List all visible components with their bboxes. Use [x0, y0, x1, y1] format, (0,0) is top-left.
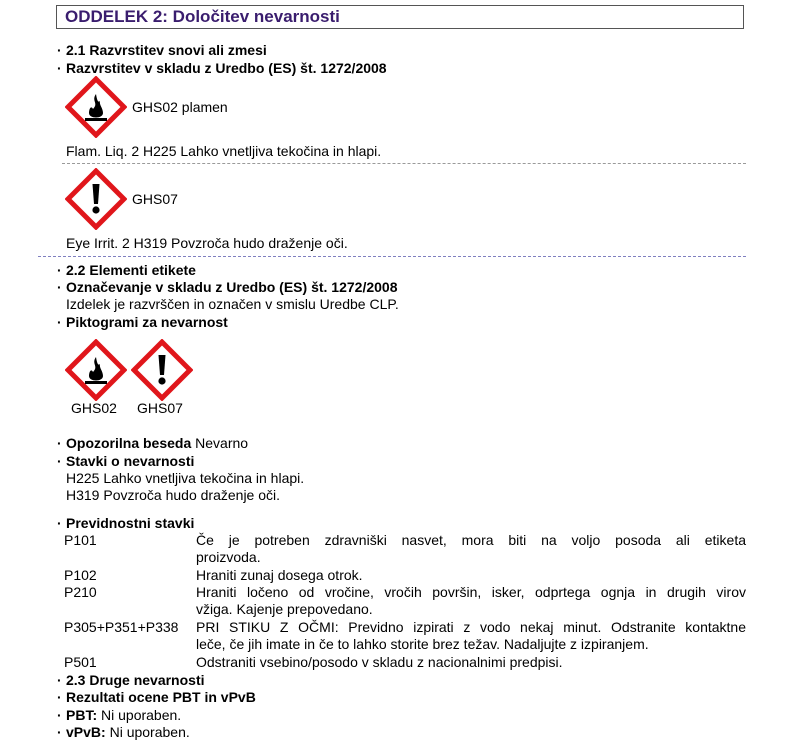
ghs02-flame-icon [65, 76, 127, 138]
s23-heading: · 2.3 Druge nevarnosti [66, 672, 205, 689]
section-title: ODDELEK 2: Določitev nevarnosti [65, 7, 340, 26]
precautionary-code: P501 [64, 654, 97, 670]
precautionary-text: PRI STIKU Z OČMI: Previdno izpirati z vodo nekaj minut. Odstranite kontaktne [196, 619, 746, 635]
vpvb-label: vPvB: [66, 724, 106, 740]
s22-pictograms-heading: · Piktogrami za nevarnost [66, 314, 228, 331]
precautionary-code: P101 [64, 532, 97, 548]
pictogram-label-ghs02: GHS02 [71, 400, 117, 416]
ghs07-exclamation-icon [65, 168, 127, 230]
signal-word-row [66, 435, 248, 452]
haz2-text: Eye Irrit. 2 H319 Povzroča hudo draženje oči. [66, 235, 348, 251]
precautionary-code: P305+P351+P338 [64, 619, 179, 635]
s21-heading: · 2.1 Razvrstitev snovi ali zmesi [66, 42, 267, 59]
precautionary-text: Odstraniti vsebino/posodo v skladu z nacionalnimi predpisi. [196, 654, 563, 670]
signal-word-label: Opozorilna beseda [66, 435, 192, 451]
pbt-heading: · Rezultati ocene PBT in vPvB [66, 689, 256, 706]
precautionary-text: vžiga. Kajenje prepovedano. [196, 601, 373, 617]
s22-labelling-heading: · Označevanje v skladu z Uredbo (ES) št. 1272/2008 [66, 279, 397, 296]
section-header [56, 5, 744, 29]
precautionary-text: Če je potreben zdravniški nasvet, mora biti na voljo posoda ali etiketa [196, 532, 746, 548]
precautionary-text: Hraniti ločeno od vročine, vročih površin, isker, odprtega ognja in drugih virov [196, 584, 746, 600]
pbt-row [66, 707, 181, 724]
hazard-statement: H225 Lahko vnetljiva tekočina in hlapi. [66, 470, 305, 486]
haz1-text: Flam. Liq. 2 H225 Lahko vnetljiva tekočina in hlapi. [66, 143, 382, 159]
pictogram-label-ghs07: GHS07 [137, 400, 183, 416]
precautionary-heading: · Previdnostni stavki [66, 515, 194, 532]
section-divider [38, 256, 746, 257]
pbt-value: Ni uporaben. [101, 707, 182, 723]
precautionary-text: Hraniti zunaj dosega otrok. [196, 567, 363, 583]
hazard-statement: H319 Povzroča hudo draženje oči. [66, 487, 281, 503]
precautionary-text: leče, če jih imate in če to lahko storite brez težav. Nadaljujte z izpiranjem. [196, 636, 649, 652]
pbt-label: PBT: [66, 707, 98, 723]
vpvb-value: Ni uporaben. [109, 724, 190, 740]
signal-word-value: Nevarno [195, 435, 249, 451]
precautionary-code: P102 [64, 567, 97, 583]
precautionary-code: P210 [64, 584, 97, 600]
ghs07-exclamation-icon [131, 339, 193, 401]
divider [62, 163, 746, 164]
haz2-pictogram-label: GHS07 [132, 191, 178, 207]
haz1-pictogram-label: GHS02 plamen [132, 99, 228, 115]
ghs02-flame-icon [65, 339, 127, 401]
vpvb-row [66, 724, 190, 741]
s22-labelling-text: Izdelek je razvrščen in označen v smislu Uredbe CLP. [66, 296, 399, 312]
precautionary-text: proizvoda. [196, 549, 261, 565]
s21-reg-heading: · Razvrstitev v skladu z Uredbo (ES) št. 1272/2008 [66, 60, 387, 77]
s22-heading: · 2.2 Elementi etikete [66, 262, 196, 279]
hazard-statements-heading: · Stavki o nevarnosti [66, 453, 194, 470]
